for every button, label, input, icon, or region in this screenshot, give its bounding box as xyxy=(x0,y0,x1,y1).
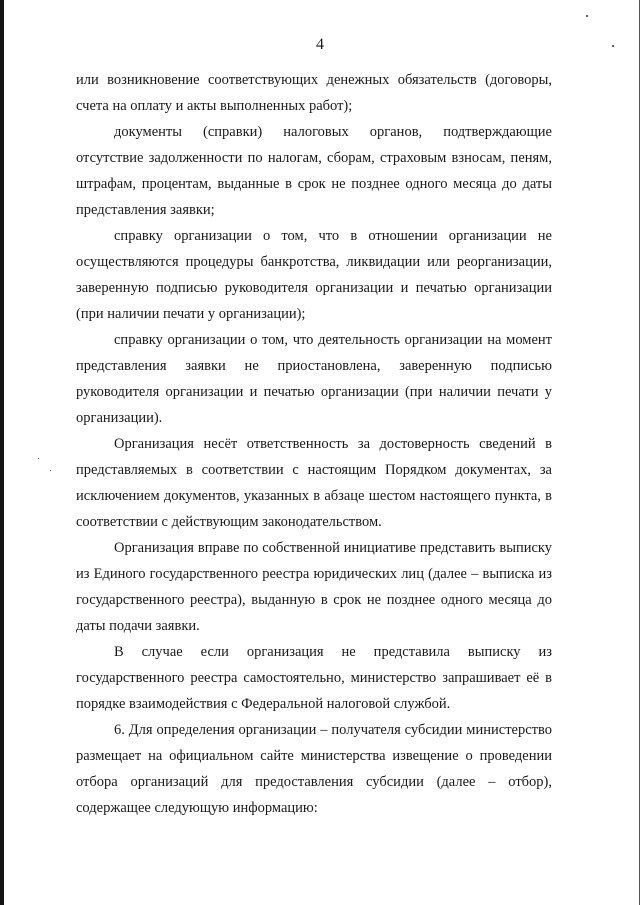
body-text xyxy=(76,67,552,821)
paragraph-ministry-request: В случае если организация не представила выписку из государственного реестра самостоятельно, министерство запрашивает её в порядке взаимодействия с Федеральной налоговой службой. xyxy=(76,644,552,712)
paragraph-activity-certificate: справку организации о том, что деятельность организации на момент представления заявки не приостановлена, заверенную подписью руководителя организации и печатью организации (при наличии печати у организации). xyxy=(76,332,552,426)
page-number: 4 xyxy=(316,36,324,53)
scan-edge-left xyxy=(0,0,4,905)
paragraph-continuation: или возникновение соответствующих денежных обязательств (договоры, счета на оплату и акты выполненных работ); xyxy=(76,72,552,114)
scan-speck xyxy=(38,458,39,459)
paragraph-bankruptcy-certificate: справку организации о том, что в отношении организации не осуществляются процедуры банкротства, ликвидации или реорганизации, заверенную подписью руководителя организации и печатью организации (при наличии печати у организации); xyxy=(76,228,552,322)
paragraph-selection-notice: 6. Для определения организации – получателя субсидии министерство размещает на официальном сайте министерства извещение о проведении отбора организаций для предоставления субсидии (далее – отбор), содержащее следующую информацию: xyxy=(76,722,552,816)
paragraph-tax-certificates: документы (справки) налоговых органов, подтверждающие отсутствие задолженности по налогам, сборам, страховым взносам, пеням, штрафам, процентам, выданные в срок не позднее одного месяца до даты представления заявки; xyxy=(76,124,552,218)
paragraph-registry-extract: Организация вправе по собственной инициативе представить выписку из Единого государственного реестра юридических лиц (далее – выписка из государственного реестра), выданную в срок не позднее одного месяца до даты подачи заявки. xyxy=(76,540,552,634)
paragraph-responsibility: Организация несёт ответственность за достоверность сведений в представляемых в соответствии с настоящим Порядком документах, за исключением документов, указанных в абзаце шестом настоящего пункта, в соответствии с действующим законодательством. xyxy=(76,436,552,530)
scan-speck xyxy=(586,15,588,17)
scan-speck xyxy=(50,470,51,471)
